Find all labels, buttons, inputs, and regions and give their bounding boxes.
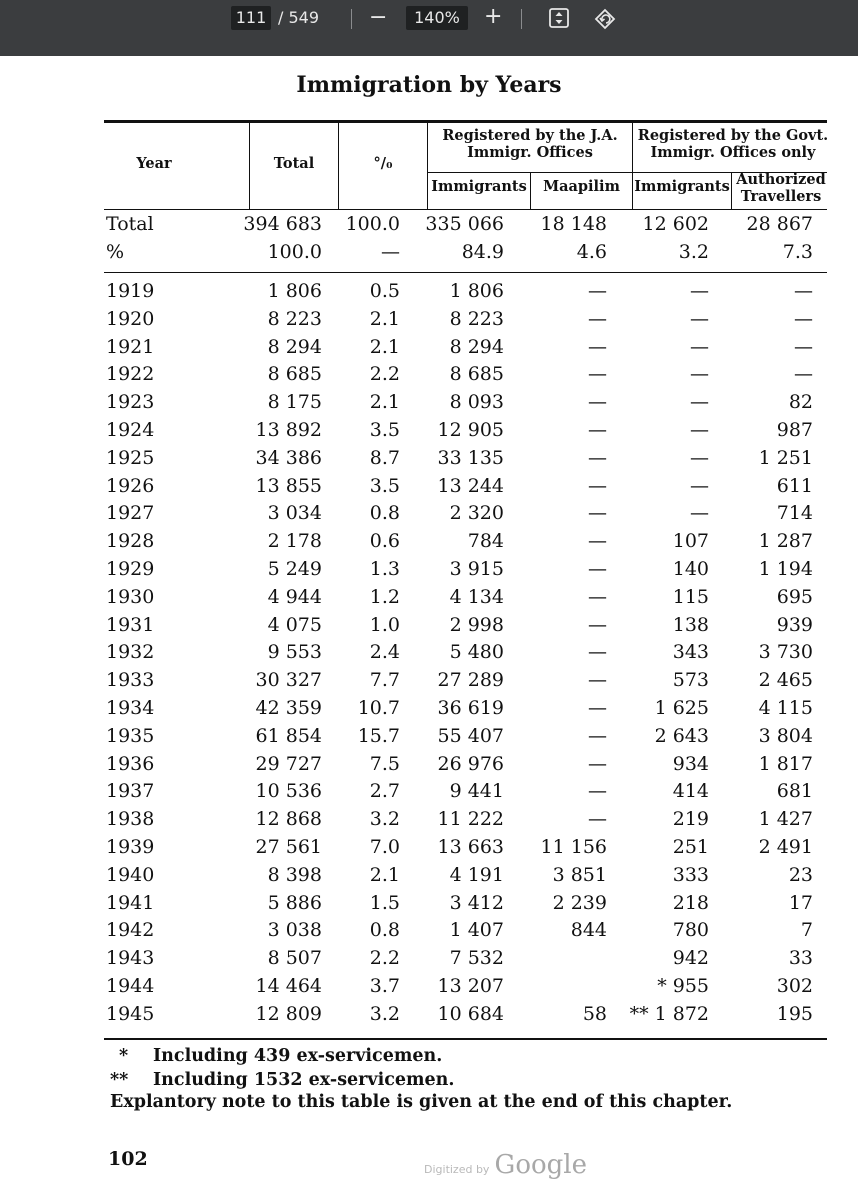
cell-year: 1933 [106, 669, 155, 692]
cell-auth: 82 [788, 391, 813, 414]
cell-ja: 27 289 [437, 669, 504, 692]
cell-maap: — [588, 641, 607, 664]
cell-ja: 2 320 [449, 502, 504, 525]
cell-maap: — [588, 280, 607, 302]
cell-total: 4 944 [267, 585, 322, 608]
cell-maap: 11 156 [540, 836, 607, 858]
cell-auth: 1 194 [758, 558, 813, 580]
cell-year: 1932 [106, 641, 155, 664]
cell-ja: 2 998 [449, 613, 504, 636]
cell-total: 3 038 [267, 919, 322, 942]
cell-ja: 784 [467, 530, 504, 553]
header-govt-immigrants: Immigrants [634, 178, 730, 195]
cell-gov: * 955 [657, 975, 709, 997]
cell-pct: 10.7 [357, 697, 400, 719]
cell-gov: 140 [672, 558, 709, 580]
cell-pct: 7.0 [369, 836, 400, 858]
cell-pct: 1.3 [369, 558, 400, 580]
cell-maap: — [588, 669, 607, 692]
cell-maap: — [588, 808, 607, 831]
cell-auth: 714 [776, 502, 813, 525]
cell-total: 34 386 [255, 446, 322, 469]
cell-ja: 10 684 [437, 1002, 504, 1025]
cell-pct: 2.7 [369, 780, 400, 803]
cell-auth: 2 465 [758, 669, 813, 692]
cell-pct: 7.7 [369, 669, 400, 692]
header-authorized-travellers: Authorized Travellers [736, 171, 826, 205]
cell-ja: 55 407 [437, 724, 504, 747]
header-bottom-rule [104, 209, 827, 210]
cell-auth: — [794, 307, 813, 330]
cell-total: 12 809 [255, 1002, 322, 1025]
cell-year: 1925 [106, 446, 155, 469]
cell-gov: 107 [672, 530, 709, 553]
header-percent: °/₀ [373, 155, 393, 172]
cell-year: 1939 [106, 836, 155, 858]
page-total: / 549 [278, 8, 320, 27]
cell-maap: — [588, 474, 607, 497]
header-ja-immigrants: Immigrants [431, 178, 527, 195]
cell-gov: 2 643 [654, 724, 709, 747]
cell-ja: 335 066 [425, 213, 504, 235]
header-ja-group: Registered by the J.A. Immigr. Offices [442, 127, 618, 161]
cell-auth: 195 [776, 1002, 813, 1025]
cell-auth: — [794, 335, 813, 358]
cell-maap: — [588, 697, 607, 719]
cell-year: 1930 [106, 585, 155, 608]
cell-auth: — [794, 280, 813, 302]
cell-pct: 7.5 [369, 752, 400, 775]
cell-gov: 1 625 [654, 697, 709, 719]
zoom-out-button[interactable]: − [369, 5, 388, 30]
cell-gov: 343 [672, 641, 709, 664]
zoom-level-input[interactable]: 140% [406, 6, 468, 30]
header-maapilim: Maapilim [543, 178, 620, 195]
cell-gov: 573 [672, 669, 709, 692]
cell-ja: 7 532 [449, 947, 504, 970]
cell-pct: 0.8 [369, 919, 400, 942]
cell-year: 1922 [106, 363, 155, 386]
cell-year: 1920 [106, 307, 155, 330]
cell-gov: — [690, 280, 709, 302]
cell-maap: — [588, 502, 607, 525]
cell-pct: 8.7 [369, 446, 400, 469]
cell-total: 12 868 [255, 808, 322, 831]
page-number-input[interactable]: 111 [231, 6, 271, 30]
cell-year: 1940 [106, 863, 155, 886]
cell-gov: — [690, 335, 709, 358]
cell-pct: 3.5 [369, 474, 400, 497]
column-divider [427, 122, 428, 209]
cell-total: 14 464 [255, 975, 322, 997]
cell-pct: 3.5 [369, 419, 400, 441]
cell-auth: 302 [776, 975, 813, 997]
cell-total: 9 553 [267, 641, 322, 664]
cell-auth: 7.3 [782, 241, 813, 263]
cell-total: 3 034 [267, 502, 322, 525]
cell-maap: 2 239 [552, 891, 607, 914]
cell-year: 1935 [106, 724, 155, 747]
cell-ja: 33 135 [437, 446, 504, 469]
footnote-mark: ** [110, 1070, 129, 1090]
cell-ja: 4 134 [449, 585, 504, 608]
cell-gov: 251 [672, 836, 709, 858]
cell-auth: 1 817 [758, 752, 813, 775]
explanatory-note: Explantory note to this table is given at the end of this chapter. [110, 1092, 733, 1112]
cell-gov: 942 [672, 947, 709, 970]
cell-ja: 36 619 [437, 697, 504, 719]
cell-ja: 13 244 [437, 474, 504, 497]
cell-gov: — [690, 502, 709, 525]
cell-auth: 17 [788, 891, 813, 914]
header-year: Year [136, 155, 172, 172]
cell-year: 1934 [106, 697, 155, 719]
cell-year: 1919 [106, 280, 155, 302]
cell-auth: 3 730 [758, 641, 813, 664]
cell-gov: — [690, 363, 709, 386]
cell-total: 8 294 [267, 335, 322, 358]
cell-auth: 23 [788, 863, 813, 886]
cell-gov: 12 602 [642, 213, 709, 235]
cell-gov: 414 [672, 780, 709, 803]
cell-pct: 2.2 [369, 363, 400, 386]
cell-total: 8 685 [267, 363, 322, 386]
cell-auth: 33 [788, 947, 813, 970]
cell-year: 1944 [106, 975, 155, 997]
cell-auth: 28 867 [746, 213, 813, 235]
cell-year: 1942 [106, 919, 155, 942]
cell-year: 1941 [106, 891, 155, 914]
cell-ja: 12 905 [437, 419, 504, 441]
cell-pct: — [381, 241, 400, 263]
pdf-toolbar [0, 0, 858, 56]
cell-pct: 1.0 [369, 613, 400, 636]
cell-ja: 5 480 [449, 641, 504, 664]
cell-pct: 0.6 [369, 530, 400, 553]
cell-ja: 4 191 [449, 863, 504, 886]
cell-pct: 2.2 [369, 947, 400, 970]
cell-ja: 3 915 [449, 558, 504, 580]
table-top-rule [104, 120, 827, 123]
cell-total: 30 327 [255, 669, 322, 692]
cell-year: 1928 [106, 530, 155, 553]
cell-auth: 4 115 [758, 697, 813, 719]
cell-maap: — [588, 780, 607, 803]
cell-pct: 1.5 [369, 891, 400, 914]
cell-year: 1945 [106, 1002, 155, 1025]
cell-total: 4 075 [267, 613, 322, 636]
cell-gov: — [690, 419, 709, 441]
cell-maap: — [588, 335, 607, 358]
cell-ja: 8 685 [449, 363, 504, 386]
cell-year: 1937 [106, 780, 155, 803]
summary-bottom-rule [104, 272, 827, 273]
cell-year: 1931 [106, 613, 155, 636]
cell-gov: — [690, 474, 709, 497]
cell-total: 8 175 [267, 391, 322, 414]
google-watermark [424, 1150, 587, 1180]
cell-gov: 218 [672, 891, 709, 914]
cell-ja: 1 806 [449, 280, 504, 302]
cell-pct: 2.4 [369, 641, 400, 664]
cell-total: 1 806 [267, 280, 322, 302]
cell-pct: 2.1 [369, 863, 400, 886]
cell-pct: 1.2 [369, 585, 400, 608]
cell-auth: 695 [776, 585, 813, 608]
cell-maap: — [588, 446, 607, 469]
cell-total: 394 683 [243, 213, 322, 235]
cell-auth: 611 [776, 474, 813, 497]
watermark-prefix: Digitized by [424, 1163, 490, 1176]
cell-pct: 3.2 [369, 808, 400, 831]
fit-page-icon[interactable] [548, 7, 570, 29]
cell-maap: — [588, 724, 607, 747]
cell-maap: 4.6 [576, 241, 607, 263]
cell-year: 1921 [106, 335, 155, 358]
cell-auth: 1 287 [758, 530, 813, 553]
toolbar-divider [351, 9, 352, 29]
cell-year: 1926 [106, 474, 155, 497]
cell-maap: 18 148 [540, 213, 607, 235]
cell-total: 8 223 [267, 307, 322, 330]
cell-total: 5 249 [267, 558, 322, 580]
cell-maap: — [588, 585, 607, 608]
zoom-in-button[interactable]: + [484, 4, 503, 29]
cell-total: 100.0 [267, 241, 322, 263]
cell-auth: 2 491 [758, 836, 813, 858]
cell-year: 1927 [106, 502, 155, 525]
page-number: 102 [108, 1148, 148, 1170]
footnote-mark: * [119, 1046, 129, 1066]
cell-year: 1936 [106, 752, 155, 775]
cell-auth: — [794, 363, 813, 386]
cell-year: Total [106, 213, 154, 235]
cell-ja: 13 663 [437, 836, 504, 858]
cell-pct: 0.8 [369, 502, 400, 525]
header-govt-group: Registered by the Govt. Immigr. Offices only [637, 127, 829, 161]
cell-pct: 0.5 [369, 280, 400, 302]
cell-maap: — [588, 752, 607, 775]
cell-gov: 3.2 [678, 241, 709, 263]
cell-pct: 2.1 [369, 391, 400, 414]
cell-ja: 26 976 [437, 752, 504, 775]
cell-maap: — [588, 419, 607, 441]
footnote-text: Including 1532 ex-servicemen. [153, 1070, 455, 1090]
cell-ja: 1 407 [449, 919, 504, 942]
cell-auth: 3 804 [758, 724, 813, 747]
cell-total: 8 507 [267, 947, 322, 970]
cell-gov: 333 [672, 863, 709, 886]
watermark-brand: Google [494, 1150, 587, 1180]
cell-gov: — [690, 391, 709, 414]
cell-year: 1924 [106, 419, 155, 441]
cell-gov: 138 [672, 613, 709, 636]
cell-year: 1923 [106, 391, 155, 414]
header-total: Total [273, 155, 315, 172]
cell-year: 1943 [106, 947, 155, 970]
cell-gov: — [690, 446, 709, 469]
column-divider [632, 122, 633, 209]
cell-ja: 13 207 [437, 975, 504, 997]
cell-ja: 8 093 [449, 391, 504, 414]
cell-auth: 939 [776, 613, 813, 636]
cell-total: 42 359 [255, 697, 322, 719]
cell-auth: 7 [800, 919, 813, 942]
page-title: Immigration by Years [296, 72, 562, 98]
cell-total: 2 178 [267, 530, 322, 553]
cell-auth: 987 [776, 419, 813, 441]
cell-total: 13 892 [255, 419, 322, 441]
cell-gov: ** 1 872 [629, 1002, 709, 1025]
cell-auth: 681 [776, 780, 813, 803]
cell-maap: 58 [582, 1002, 607, 1025]
cell-maap: 844 [570, 919, 607, 942]
cell-gov: 115 [672, 585, 709, 608]
cell-ja: 8 294 [449, 335, 504, 358]
cell-pct: 2.1 [369, 307, 400, 330]
cell-auth: 1 427 [758, 808, 813, 831]
rotate-icon[interactable] [592, 6, 618, 32]
cell-maap: — [588, 391, 607, 414]
cell-pct: 3.2 [369, 1002, 400, 1025]
cell-ja: 8 223 [449, 307, 504, 330]
cell-ja: 11 222 [437, 808, 504, 831]
cell-pct: 3.7 [369, 975, 400, 997]
cell-total: 13 855 [255, 474, 322, 497]
cell-maap: — [588, 558, 607, 580]
table-bottom-rule [104, 1038, 827, 1040]
cell-year: 1929 [106, 558, 155, 580]
cell-year: 1938 [106, 808, 155, 831]
footnote-text: Including 439 ex-servicemen. [153, 1046, 443, 1066]
cell-maap: — [588, 530, 607, 553]
cell-total: 10 536 [255, 780, 322, 803]
cell-pct: 2.1 [369, 335, 400, 358]
cell-ja: 3 412 [449, 891, 504, 914]
cell-gov: 780 [672, 919, 709, 942]
cell-maap: — [588, 613, 607, 636]
cell-ja: 9 441 [449, 780, 504, 803]
cell-maap: — [588, 307, 607, 330]
cell-gov: 219 [672, 808, 709, 831]
cell-ja: 84.9 [461, 241, 504, 263]
cell-total: 5 886 [267, 891, 322, 914]
cell-maap: — [588, 363, 607, 386]
cell-gov: 934 [672, 752, 709, 775]
cell-total: 27 561 [255, 836, 322, 858]
cell-total: 61 854 [255, 724, 322, 747]
toolbar-divider [521, 9, 522, 29]
cell-pct: 15.7 [357, 724, 400, 747]
cell-pct: 100.0 [345, 213, 400, 235]
cell-total: 8 398 [267, 863, 322, 886]
cell-gov: — [690, 307, 709, 330]
cell-auth: 1 251 [758, 446, 813, 469]
cell-maap: 3 851 [552, 863, 607, 886]
cell-total: 29 727 [255, 752, 322, 775]
cell-year: % [106, 241, 125, 263]
